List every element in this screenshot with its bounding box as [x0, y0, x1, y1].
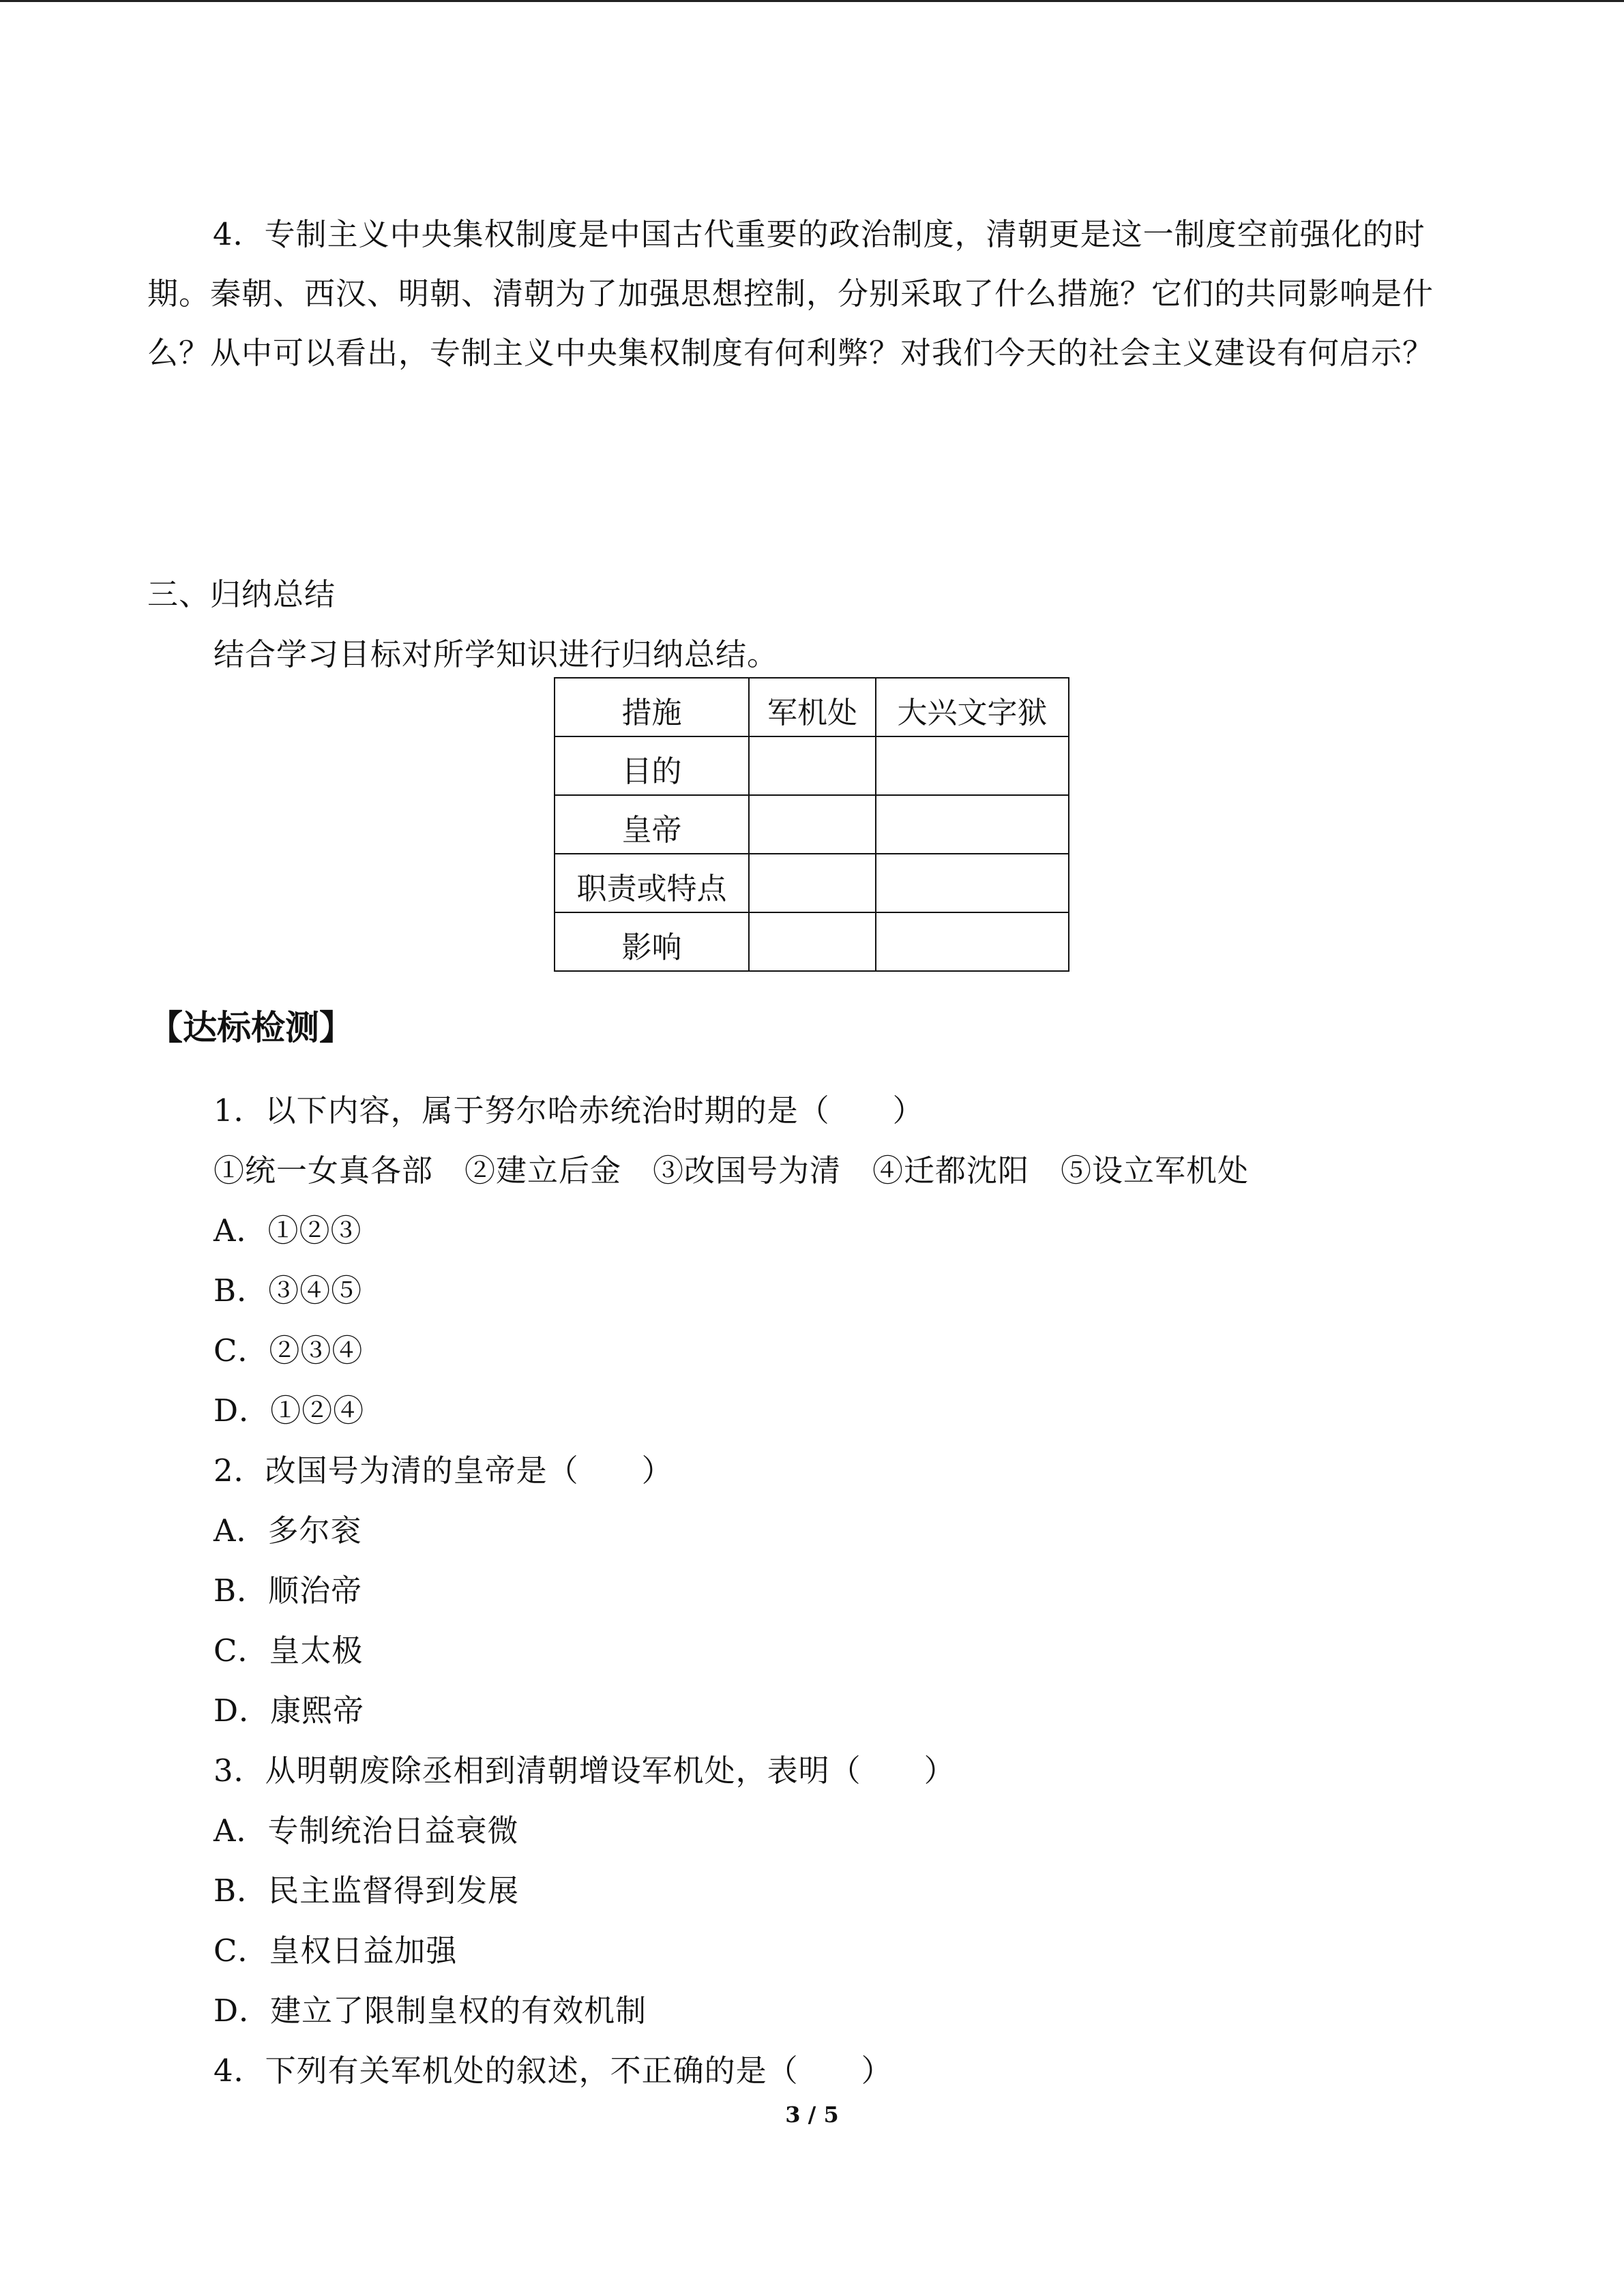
question-3-option-c: C．皇权日益加强: [213, 1933, 458, 1969]
table-header-row: [555, 678, 1069, 736]
section-3-title: 三、归纳总结: [147, 576, 336, 612]
summary-table: [554, 677, 1069, 972]
table-cell: [749, 912, 876, 971]
table-cell: [749, 736, 876, 795]
question-2-option-c: C．皇太极: [213, 1632, 364, 1669]
question-1-option-d: D．①②④: [213, 1392, 365, 1429]
table-cell: [876, 795, 1069, 854]
question-2-option-b: B．顺治帝: [213, 1572, 363, 1609]
table-cell: [749, 854, 876, 912]
question-1-items: ①统一女真各部 ②建立后金 ③改国号为清 ④迁都沈阳 ⑤设立军机处: [213, 1152, 1250, 1189]
top-border-line: [0, 0, 1624, 2]
table-cell: [876, 736, 1069, 795]
table-row: [555, 912, 1069, 971]
question-2-option-a: A．多尔衮: [213, 1512, 362, 1549]
row-label-emperor: 皇帝: [555, 795, 749, 854]
question-2-stem: 2．改国号为清的皇帝是（ ）: [213, 1452, 673, 1489]
test-heading: 【达标检测】: [149, 1008, 353, 1047]
question-3-option-b: B．民主监督得到发展: [213, 1873, 520, 1909]
table-cell: [876, 912, 1069, 971]
row-label-purpose: 目的: [555, 736, 749, 795]
question-1-option-c: C．②③④: [213, 1332, 364, 1369]
row-label-impact: 影响: [555, 912, 749, 971]
table-cell: [876, 854, 1069, 912]
question-2-option-d: D．康熙帝: [213, 1693, 365, 1729]
question-1-stem: 1．以下内容，属于努尔哈赤统治时期的是（ ）: [213, 1092, 924, 1129]
row-label-duties: 职责或特点: [555, 854, 749, 912]
question-3-option-a: A．专制统治日益衰微: [213, 1813, 519, 1849]
header-cell-literary-inquisition: 大兴文字狱: [876, 678, 1069, 736]
page-number: 3 / 5: [785, 2102, 839, 2128]
table-cell: [749, 795, 876, 854]
table-row: [555, 795, 1069, 854]
question-4-stem: 4．下列有关军机处的叙述，不正确的是（ ）: [213, 2053, 893, 2089]
question-3-stem: 3．从明朝废除丞相到清朝增设军机处，表明（ ）: [213, 1753, 956, 1789]
question-3-option-d: D．建立了限制皇权的有效机制: [213, 1993, 647, 2029]
table-row: [555, 854, 1069, 912]
header-cell-junjichu: 军机处: [749, 678, 876, 736]
section-3-instruction: 结合学习目标对所学知识进行归纳总结。: [213, 636, 779, 672]
question-4-paragraph: 4．专制主义中央集权制度是中国古代重要的政治制度，清朝更是这一制度空前强化的时期。秦朝、西汉、明朝、清朝为了加强思想控制，分别采取了什么措施？它们的共同影响是什么？从中可以看出，专制主义中央集权制度有何利弊？对我们今天的社会主义建设有何启示？: [147, 216, 1434, 371]
question-1-option-a: A．①②③: [213, 1212, 362, 1249]
question-1-option-b: B．③④⑤: [213, 1272, 363, 1309]
header-cell-measure: 措施: [555, 678, 749, 736]
table-row: [555, 736, 1069, 795]
